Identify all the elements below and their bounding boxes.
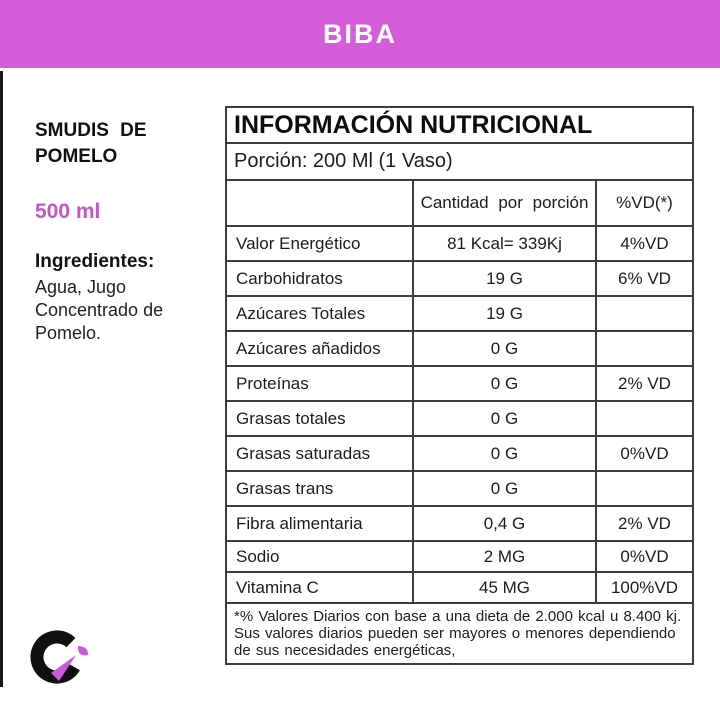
- nutrient-vd: [596, 296, 693, 331]
- table-row-sodio: [226, 541, 693, 572]
- daily-values-footnote: *% Valores Diarios con base a una dieta de 2.000 kcal u 8.400 kj. Sus valores diarios pueden ser mayores o menores dependiendo de sus necesidades energéticas,: [226, 603, 693, 664]
- table-row-grasas-saturadas: [226, 436, 693, 471]
- table-row-valor-energetico: [226, 226, 693, 261]
- product-volume: 500 ml: [35, 200, 101, 223]
- portion-text: Porción: 200 Ml (1 Vaso): [226, 143, 693, 180]
- nutrient-amount: 19 G: [413, 261, 596, 296]
- nutrient-name: Grasas trans: [226, 471, 413, 506]
- ingredients-label: Ingredientes:: [35, 251, 155, 272]
- footnote-row: [226, 603, 693, 664]
- nutrient-vd: [596, 401, 693, 436]
- nutrient-amount: 0,4 G: [413, 506, 596, 541]
- table-row-fibra-alimentaria: [226, 506, 693, 541]
- nutrient-name: Sodio: [226, 541, 413, 572]
- column-header-vd: %VD(*): [596, 180, 693, 226]
- nutrient-vd: 0%VD: [596, 541, 693, 572]
- nutrient-name: Grasas saturadas: [226, 436, 413, 471]
- nutrient-vd: 2% VD: [596, 506, 693, 541]
- product-info-sidebar: [35, 118, 210, 345]
- ingredients-text: Agua, Jugo Concentrado de Pomelo.: [35, 277, 164, 343]
- product-name-line2: POMELO: [35, 146, 118, 167]
- table-row-grasas-trans: [226, 471, 693, 506]
- left-edge-divider: [0, 71, 3, 687]
- nutrient-name: Proteínas: [226, 366, 413, 401]
- nutrient-amount: 81 Kcal= 339Kj: [413, 226, 596, 261]
- nutrient-amount: 19 G: [413, 296, 596, 331]
- nutrient-vd: 4%VD: [596, 226, 693, 261]
- brand-name: BIBA: [323, 18, 397, 49]
- nutrient-vd: 100%VD: [596, 572, 693, 603]
- table-row-grasas-totales: [226, 401, 693, 436]
- nutrient-amount: 0 G: [413, 331, 596, 366]
- nutrient-name: Carbohidratos: [226, 261, 413, 296]
- table-title: INFORMACIÓN NUTRICIONAL: [226, 107, 693, 143]
- nutrient-vd: 6% VD: [596, 261, 693, 296]
- nutrient-vd: 2% VD: [596, 366, 693, 401]
- nutrient-vd: [596, 331, 693, 366]
- nutrient-amount: 0 G: [413, 366, 596, 401]
- nutrient-amount: 0 G: [413, 401, 596, 436]
- nutrient-name: Grasas totales: [226, 401, 413, 436]
- column-header-row: [226, 180, 693, 226]
- portion-row: [226, 143, 693, 180]
- nutrient-vd: 0%VD: [596, 436, 693, 471]
- nutrient-amount: 2 MG: [413, 541, 596, 572]
- nutrient-name: Azúcares añadidos: [226, 331, 413, 366]
- product-name: [35, 118, 210, 170]
- nutrient-amount: 45 MG: [413, 572, 596, 603]
- nutrient-vd: [596, 471, 693, 506]
- nutrient-name: Fibra alimentaria: [226, 506, 413, 541]
- nutrient-name: Valor Energético: [226, 226, 413, 261]
- nutrient-name: Azúcares Totales: [226, 296, 413, 331]
- brand-header-bar: [0, 0, 720, 68]
- nutrient-amount: 0 G: [413, 436, 596, 471]
- nutrition-table: [225, 106, 694, 665]
- column-header-blank: [226, 180, 413, 226]
- table-row-proteinas: [226, 366, 693, 401]
- nutrient-name: Vitamina C: [226, 572, 413, 603]
- table-row-azucares-totales: [226, 296, 693, 331]
- table-row-azucares-anadidos: [226, 331, 693, 366]
- table-row-carbohidratos: [226, 261, 693, 296]
- table-row-vitamina-c: [226, 572, 693, 603]
- column-header-amount: Cantidad por porción: [413, 180, 596, 226]
- table-title-row: [226, 107, 693, 143]
- product-name-line1: SMUDIS DE: [35, 120, 147, 141]
- nutrient-amount: 0 G: [413, 471, 596, 506]
- brand-logo: [30, 624, 94, 692]
